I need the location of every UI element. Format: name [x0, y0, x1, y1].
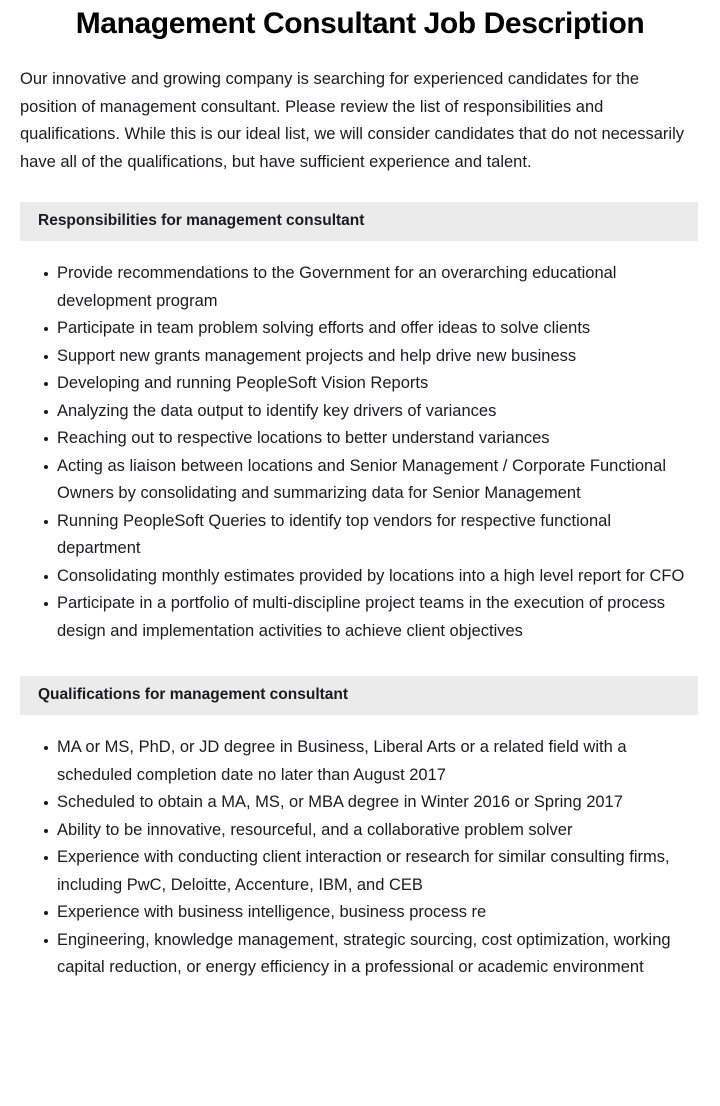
list-item: Engineering, knowledge management, strategic sourcing, cost optimization, working capital reduction, or energy efficiency in a professional or academic environment — [44, 927, 690, 982]
list-item: Consolidating monthly estimates provided by locations into a high level report for CFO — [44, 563, 698, 591]
list-item: Participate in a portfolio of multi-discipline project teams in the execution of process design and implementation activities to achieve client objectives — [44, 590, 698, 645]
list-item: Experience with conducting client interaction or research for similar consulting firms, including PwC, Deloitte, Accenture, IBM, and CEB — [44, 844, 690, 899]
section-qualifications — [0, 676, 720, 982]
list-item: Experience with business intelligence, business process re — [44, 899, 690, 927]
section-heading-responsibilities: Responsibilities for management consultant — [20, 202, 698, 241]
list-item: Reaching out to respective locations to better understand variances — [44, 425, 698, 453]
list-item: Acting as liaison between locations and Senior Management / Corporate Functional Owners by consolidating and summarizing data for Senior Management — [44, 453, 698, 508]
list-item: Scheduled to obtain a MA, MS, or MBA degree in Winter 2016 or Spring 2017 — [44, 789, 690, 817]
list-item: Analyzing the data output to identify key drivers of variances — [44, 398, 698, 426]
section-heading-qualifications: Qualifications for management consultant — [20, 676, 698, 715]
list-item: Running PeopleSoft Queries to identify top vendors for respective functional department — [44, 508, 698, 563]
intro-paragraph: Our innovative and growing company is searching for experienced candidates for the position of management consultant. Please review the list of responsibilities and qualifications. While this is our ideal list, we will consider candidates that do not necessarily have all of the qualifications, but have sufficient experience and talent. — [20, 70, 684, 171]
list-item: MA or MS, PhD, or JD degree in Business, Liberal Arts or a related field with a scheduled completion date no later than August 2017 — [44, 734, 690, 789]
responsibilities-list — [0, 241, 720, 645]
page-title: Management Consultant Job Description — [75, 7, 645, 40]
list-item: Participate in team problem solving efforts and offer ideas to solve clients — [44, 315, 698, 343]
section-responsibilities — [0, 202, 720, 645]
list-item: Developing and running PeopleSoft Vision Reports — [44, 370, 698, 398]
list-item: Support new grants management projects and help drive new business — [44, 343, 698, 371]
list-item: Provide recommendations to the Government for an overarching educational development program — [44, 260, 698, 315]
list-item: Ability to be innovative, resourceful, and a collaborative problem solver — [44, 817, 690, 845]
qualifications-list — [0, 715, 720, 982]
